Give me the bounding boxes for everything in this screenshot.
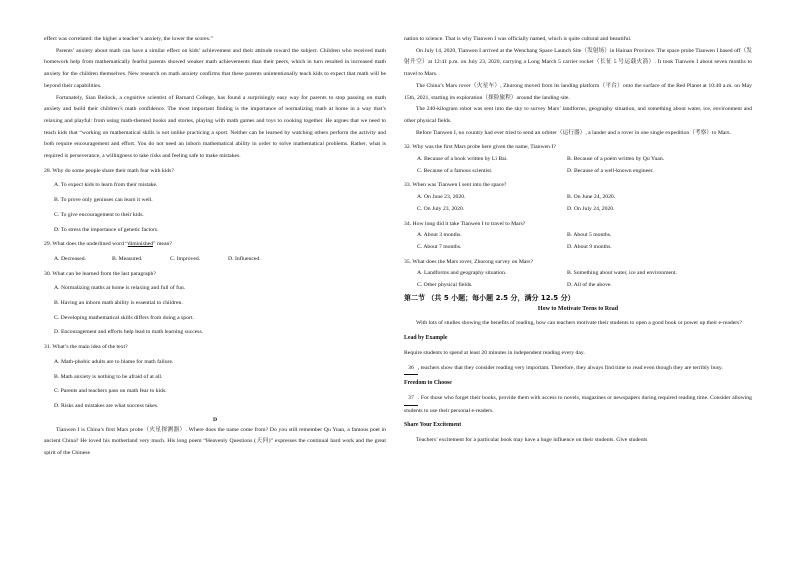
q32-option-a: A. Because of a book written by Li Bai. [417, 156, 508, 163]
passage-d-paragraph-5: Before Tianwen I, no country had ever tried to send an orbiter（运行器）, a lander and a rover in one single expedition（考察）to Mars. [416, 129, 731, 136]
q32-option-c: C. Because of a famous scientist. [417, 167, 493, 174]
share-excitement-text: Teachers’ excitement for a particular book may have a huge influence on their students. Give students [416, 437, 648, 444]
subheading-freedom-to-choose: Freedom to Choose [404, 380, 452, 387]
q32-options-row-1 [417, 154, 752, 166]
question-29: 29. What does the underlined word “diminished” mean? [44, 241, 172, 248]
left-column [44, 34, 386, 460]
q34-option-c: C. About 7 months. [417, 243, 462, 250]
q35-option-a: A. Landforms and geography situation. [417, 270, 507, 277]
underlined-word: diminished [127, 241, 154, 248]
right-column [404, 34, 752, 447]
passage-d-paragraph-4: The 240-kilogram robot was sent into the sky to survey Mars’ landforms, geography situation, and something about water, ice, environment and other physical fields. [404, 106, 752, 124]
subheading-lead-by-example: Lead by Example [404, 335, 448, 342]
passage-d-paragraph-2: On July 14, 2020, Tianwen I arrived at the Wenchang Space Launch Site（发射场）in Hainan Province. The space probe Tianwen I based off（发射升空）at 12:41 p.m. on July 23, 2020, carrying a Long March 5 carrier rocket（长征 5 号运载火箭）. It took Tianwen I about seven months to travel to Mars. [404, 47, 752, 78]
passage-d-paragraph-3: The China’s Mars rover（火星车）, Zhurong moved from its landing platform（平台）onto the surface of the Red Planet at 10:40 a.m. on May 15th, 2021, starting its exploration（探险旅程）around the landing site. [404, 82, 752, 101]
q31-option-d: D. Risks and mistakes are what success takes. [54, 402, 159, 409]
question-30: 30. What can be learned from the last paragraph? [44, 270, 156, 277]
passage-d-paragraph-1: Tianwen I is China’s first Mars probe（火星探测器）. Where does the name come from? Do you still remember Qu Yuan, a famous poet in ancient China? He loved his motherland very much. His long poem “Heavenly Questions (天问)” expresses the continual hard work and the great spirit of the Chinese [44, 426, 386, 457]
q29-option-a: A. Decreased. [54, 255, 87, 262]
q32-options-row-2 [417, 166, 752, 178]
q34-option-a: A. About 3 months. [417, 232, 462, 239]
q30-option-d: D. Encouragement and efforts help lead to math learning success. [54, 329, 204, 336]
q34-options-row-2 [417, 242, 752, 254]
question-32: 32. Why was the first Mars probe here given the name, Tianwen I? [404, 144, 556, 151]
q35-option-d: D. All of the above. [567, 282, 612, 289]
passage-title: How to Motivate Teens to Read [537, 305, 619, 312]
gap-37-paragraph: 37 . For those who forget their books, provide them with access to novels, magazines or newspapers during required reading time. Consider allowing students to use their personal e-readers. [404, 394, 752, 414]
passage-d-continued: nation to science. That is why Tianwen I was officially named, which is quite cultural and beautiful. [404, 36, 632, 42]
q32-option-d: D. Because of a well-known engineer. [567, 167, 654, 174]
q34-option-b: B. About 5 months. [567, 232, 612, 239]
question-31: 31. What’s the main idea of the text? [44, 344, 128, 351]
q32-option-b: B. Because of a poem written by Qu Yuan. [567, 156, 665, 163]
passage-c-paragraph-2: Parents’ anxiety about math can have a similar effect on kids’ achievement and their attitude toward the subject. Children who received math homework help from mathematically fearful parents showed weaker math achievements than their peers, which in turn resulted in increased math anxiety for the children themselves. New research on math anxiety confirms that these parents unintentionally teach kids to expect that math will be beyond their capabilities. [44, 47, 386, 89]
q34-option-d: D. About 9 months. [567, 243, 612, 250]
passage-c-end: effect was correlated: the higher a teacher’s anxiety, the lower the scores.” [44, 36, 213, 42]
q30-option-c: C. Developing mathematical skills differs from doing a sport. [54, 314, 194, 321]
q31-option-b: B. Math anxiety is nothing to be afraid of at all. [54, 373, 163, 380]
q33-options-row-1 [417, 192, 752, 204]
q29-options [54, 254, 386, 266]
q33-option-c: C. On July 23, 2020. [417, 205, 465, 212]
section-header: 第二节 （共 5 小题；每小题 2.5 分，满分 12.5 分） [404, 293, 575, 302]
q29-option-b: B. Measured. [112, 255, 143, 262]
q31-option-a: A. Math-phobic adults are to blame for math failure. [54, 358, 174, 365]
q30-option-b: B. Having an inborn math ability is essential to children. [54, 300, 183, 307]
subheading-share-your-excitement: Share Your Excitement [404, 422, 462, 429]
q33-options-row-2 [417, 204, 752, 216]
q30-option-a: A. Normalizing maths at home is relaxing and full of fun. [54, 285, 186, 292]
q35-option-b: B. Something about water, ice and environment. [567, 270, 677, 277]
gap-36-paragraph: 36 , teachers show that they consider reading very important. Therefore, they always find time to read even though they are terribly busy. [404, 363, 752, 376]
q28-option-d: D. To stress the importance of genetic factors. [54, 226, 159, 233]
q31-option-c: C. Parents and teachers pass on math fear to kids. [54, 388, 167, 395]
q28-option-c: C. To give encouragement to their kids. [54, 211, 144, 218]
question-34: 34. How long did it take Tianwen I to travel to Mars? [404, 220, 526, 227]
question-33: 33. When was Tianwen I sent into the space? [404, 182, 507, 189]
q33-option-d: D. On July 24, 2020. [567, 205, 615, 212]
question-28: 28. Why do some people share their math fear with kids? [44, 167, 174, 174]
blank-36: 36 [404, 363, 418, 376]
passage-d-label: D [212, 416, 218, 423]
q35-options-row-2 [417, 280, 752, 292]
passage-intro: With lots of studies showing the benefits of reading, how can teachers motivate their students to open a good book or power up their e-readers? [416, 320, 742, 327]
q28-option-b: B. To prove only geniuses can learn it well. [54, 197, 153, 204]
q33-option-a: A. On June 23, 2020. [417, 194, 466, 201]
q28-option-a: A. To expect kids to learn from their mistake. [54, 182, 158, 189]
q34-options-row-1 [417, 230, 752, 242]
q33-option-b: B. On June 24, 2020. [567, 194, 616, 201]
q29-option-d: D. Influenced. [228, 255, 261, 262]
blank-37: 37 [404, 393, 418, 406]
passage-c-paragraph-3: Fortunately, Sian Beilock, a cognitive scientist of Barnard College, has found a surprisingly easy way for parents to stop passing on math anxiety and build their children’s math confidence. The most important finding is the importance of normalizing math at home in a way that’s relaxing and playful: from using math-themed books and stories, playing with math games and toys to cooking together. He argues that we need to teach kids that “working on mathematical skills is not unlike practicing a sport. Neither can be learned by watching others perform the activity and both require encouragement and effort. You do not need an inborn mathematical ability in order to solve mathematical problems. Rather, what is required is perseverance, a willingness to take risks and feeling safe to make mistakes. [44, 94, 386, 160]
question-35: 35. What does the Mars rover, Zhurong survey on Mars? [404, 258, 534, 265]
lead-by-example-text: Require students to spend at least 20 minutes in independent reading every day. [404, 349, 585, 356]
q29-option-c: C. Improved. [170, 255, 201, 262]
q35-options-row-1 [417, 268, 752, 280]
q35-option-c: C. Other physical fields. [417, 282, 473, 289]
